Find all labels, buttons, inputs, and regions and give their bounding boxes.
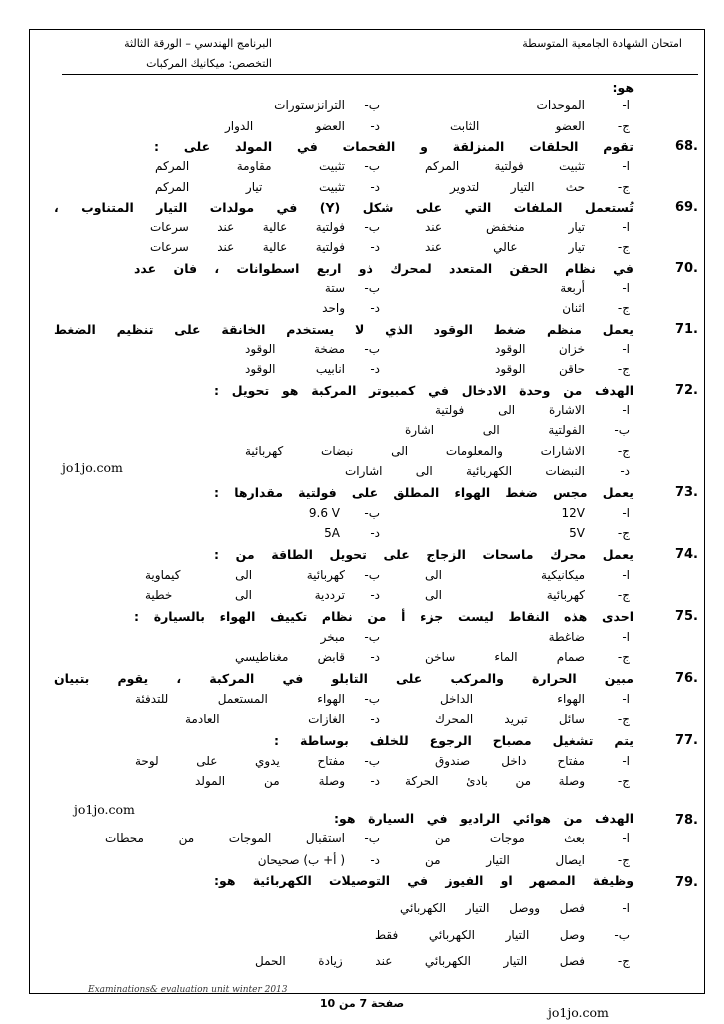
option-c-text: ايصال التيار من <box>425 853 585 867</box>
option-c-letter: ج- <box>617 650 630 664</box>
question-68-stem: تقوم الحلقات المنزلقة و الفحمات في المولد على : <box>154 139 634 154</box>
option-c-letter: ج- <box>617 444 630 458</box>
option-c-text: حاقن الوقود <box>495 362 585 376</box>
option-c-text: وصلة من بادئ الحركة <box>405 774 585 788</box>
option-c-letter: ج- <box>617 774 630 788</box>
option-a-letter: ا- <box>622 159 630 173</box>
question-73-stem: يعمل مجس ضغط الهواء المطلق على فولتية مقدارها : <box>214 485 634 500</box>
option-a-text: مفتاح داخل صندوق <box>435 754 585 768</box>
option-b-text: مضخة الوقود <box>245 342 345 356</box>
option-d-letter: د- <box>370 240 380 254</box>
option-a-letter: ا- <box>622 831 630 845</box>
question-79-number: 79. <box>674 875 698 890</box>
option-d-letter: د- <box>370 853 380 867</box>
option-b-letter: ب- <box>614 423 630 437</box>
option-b-letter: ب- <box>364 342 380 356</box>
option-d-text: الغازات العادمة <box>185 712 345 726</box>
option-b-text: مبخر <box>320 630 345 644</box>
option-c-letter: ج- <box>617 526 630 540</box>
option-c-text: صمام الماء ساخن <box>425 650 585 664</box>
question-69-number: 69. <box>674 200 698 215</box>
option-c-letter: ج- <box>617 712 630 726</box>
option-c-letter: ج- <box>617 588 630 602</box>
option-d-letter: د- <box>370 180 380 194</box>
option-c-letter: ج- <box>617 954 630 968</box>
option-c-text: تيار عالي عند <box>425 240 585 254</box>
program-title: البرنامج الهندسي – الورقة الثالثة <box>124 37 272 50</box>
question-67-stem: هو: <box>612 80 634 95</box>
question-73-number: 73. <box>674 485 698 500</box>
option-c-letter: ج- <box>617 180 630 194</box>
question-76-stem: مبين الحرارة والمركب على التابلو في المركبة ، يقوم بتبيان <box>54 671 634 686</box>
option-d-text: واحد <box>322 301 345 315</box>
option-d-text: انابيب الوقود <box>245 362 345 376</box>
option-a-text: فصل ووصل التيار الكهربائي <box>400 901 585 915</box>
question-77-number: 77. <box>674 733 698 748</box>
option-d-letter: د- <box>370 712 380 726</box>
option-b-text: الفولتية الى اشارة <box>405 423 585 437</box>
specialty-title: التخصص: ميكانيك المركبات <box>146 57 272 70</box>
option-a-text: الهواء الداخل <box>440 692 585 706</box>
option-a-text: تيار منخفض عند <box>425 220 585 234</box>
option-b-letter: ب- <box>614 928 630 942</box>
option-a-text: تثبيت فولتية المركم <box>425 159 585 173</box>
option-b-letter: ب- <box>364 281 380 295</box>
question-68-number: 68. <box>674 139 698 154</box>
option-a-letter: ا- <box>622 220 630 234</box>
option-a-text: ميكانيكية الى <box>425 568 585 582</box>
option-c-letter: ج- <box>617 240 630 254</box>
option-b-letter: ب- <box>364 831 380 845</box>
question-71-number: 71. <box>674 322 698 337</box>
option-b-text: ستة <box>324 281 345 295</box>
option-b-letter: ب- <box>364 630 380 644</box>
question-72-number: 72. <box>674 383 698 398</box>
exam-title: امتحان الشهادة الجامعية المتوسطة <box>522 37 682 50</box>
option-d-text: 5A <box>324 526 340 540</box>
option-c-text: كهربائية الى <box>425 588 585 602</box>
option-a-text: أربعة <box>560 281 585 295</box>
option-d-text: وصلة من المولد <box>195 774 345 788</box>
option-c-text: اثنان <box>562 301 585 315</box>
option-d-text: فولتية عالية عند سرعات <box>150 240 345 254</box>
option-b-text: تثبيت مقاومة المركم <box>155 159 345 173</box>
option-a-letter: ا- <box>622 568 630 582</box>
option-a-letter: ا- <box>622 506 630 520</box>
option-a-letter: ا- <box>622 754 630 768</box>
question-75-stem: احدى هذه النقاط ليست جزء أ من نظام تكييف الهواء بالسيارة : <box>134 609 634 624</box>
option-d-letter: د- <box>370 650 380 664</box>
question-78-number: 78. <box>674 813 698 828</box>
watermark: jo1jo.com <box>62 460 123 475</box>
option-c-letter: ج- <box>617 853 630 867</box>
option-c-text: سائل تبريد المحرك <box>435 712 585 726</box>
option-b-text: مفتاح يدوي على لوحة <box>135 754 345 768</box>
question-79-stem: وظيفة المصهر او الفيوز في التوصيلات الكهربائية هو: <box>214 873 634 888</box>
question-74-stem: يعمل محرك ماسحات الزجاج على تحويل الطاقة من : <box>214 547 634 562</box>
header-divider <box>62 74 698 75</box>
option-c-text: حث التيار لتدوير <box>450 180 585 194</box>
option-b-text: فولتية عالية عند سرعات <box>150 220 345 234</box>
option-d-letter: د- <box>620 464 630 478</box>
option-a-letter: ا- <box>622 342 630 356</box>
option-a-letter: ا- <box>622 403 630 417</box>
question-69-stem: تُستعمل الملفات التي على شكل (Y) في مولدات التيار المتناوب ، <box>54 200 634 215</box>
option-d-letter: د- <box>370 774 380 788</box>
question-72-stem: الهدف من وحدة الادخال في كمبيوتر المركبة هو تحويل : <box>214 383 634 398</box>
option-a-text: الاشارة الى فولتية <box>435 403 585 417</box>
exam-unit-footer: Examinations& evaluation unit winter 2013 <box>88 985 288 995</box>
question-70-number: 70. <box>674 261 698 276</box>
option-a-text: بعث موجات من <box>435 831 585 845</box>
question-77-stem: يتم تشغيل مصباح الرجوع للخلف بوساطة : <box>274 733 634 748</box>
question-70-stem: في نظام الحقن المتعدد لمحرك ذو اربع اسطوانات ، فان عدد <box>134 261 634 276</box>
question-71-stem: يعمل منظم ضغط الوقود الذي لا يستخدم الخانقة على تنظيم الضغط <box>54 322 634 337</box>
option-a-text: 12V <box>561 506 585 520</box>
question-76-number: 76. <box>674 671 698 686</box>
option-d-letter: د- <box>370 362 380 376</box>
option-b-text: استقبال الموجات من محطات <box>105 831 345 845</box>
option-b-text: 9.6 V <box>308 506 340 520</box>
page-number: صفحة 7 من 10 <box>319 997 405 1010</box>
option-a-letter: ا- <box>622 692 630 706</box>
watermark: jo1jo.com <box>74 802 135 817</box>
option-d-letter: د- <box>370 588 380 602</box>
question-78-stem: الهدف من هوائي الراديو في السيارة هو: <box>334 811 634 826</box>
option-c-letter: ج- <box>617 301 630 315</box>
option-b-text: كهربائية الى كيماوية <box>145 568 345 582</box>
option-c-text: فصل التيار الكهربائي عند زيادة الحمل <box>255 954 585 968</box>
option-a-letter: ا- <box>622 630 630 644</box>
option-a-text: ضاغطة <box>548 630 585 644</box>
option-b-letter: ب- <box>364 220 380 234</box>
option-a-letter: ا- <box>622 281 630 295</box>
option-a-text: خزان الوقود <box>495 342 585 356</box>
question-74-number: 74. <box>674 547 698 562</box>
question-75-number: 75. <box>674 609 698 624</box>
option-b-text: وصل التيار الكهربائي فقط <box>375 928 585 942</box>
option-c-letter: ج- <box>617 362 630 376</box>
option-b-letter: ب- <box>364 754 380 768</box>
option-d-text: تثبيت تيار المركم <box>155 180 345 194</box>
option-d-text: قابض مغناطيسي <box>235 650 345 664</box>
option-c-text: 5V <box>569 526 585 540</box>
option-b-letter: ب- <box>364 506 380 520</box>
watermark: jo1jo.com <box>548 1005 609 1020</box>
option-d-letter: د- <box>370 526 380 540</box>
option-d-letter: د- <box>370 301 380 315</box>
option-d-text: النبضات الكهربائية الى اشارات <box>345 464 585 478</box>
option-b-letter: ب- <box>364 159 380 173</box>
option-d-text: ترددية الى خطية <box>145 588 345 602</box>
option-c-text: الاشارات والمعلومات الى نبضات كهربائية <box>245 444 585 458</box>
option-b-letter: ب- <box>364 692 380 706</box>
option-b-text: الهواء المستعمل للتدفئة <box>135 692 345 706</box>
option-a-letter: ا- <box>622 901 630 915</box>
option-b-letter: ب- <box>364 568 380 582</box>
option-d-text: ( أ+ ب) صحيحان <box>257 853 345 867</box>
